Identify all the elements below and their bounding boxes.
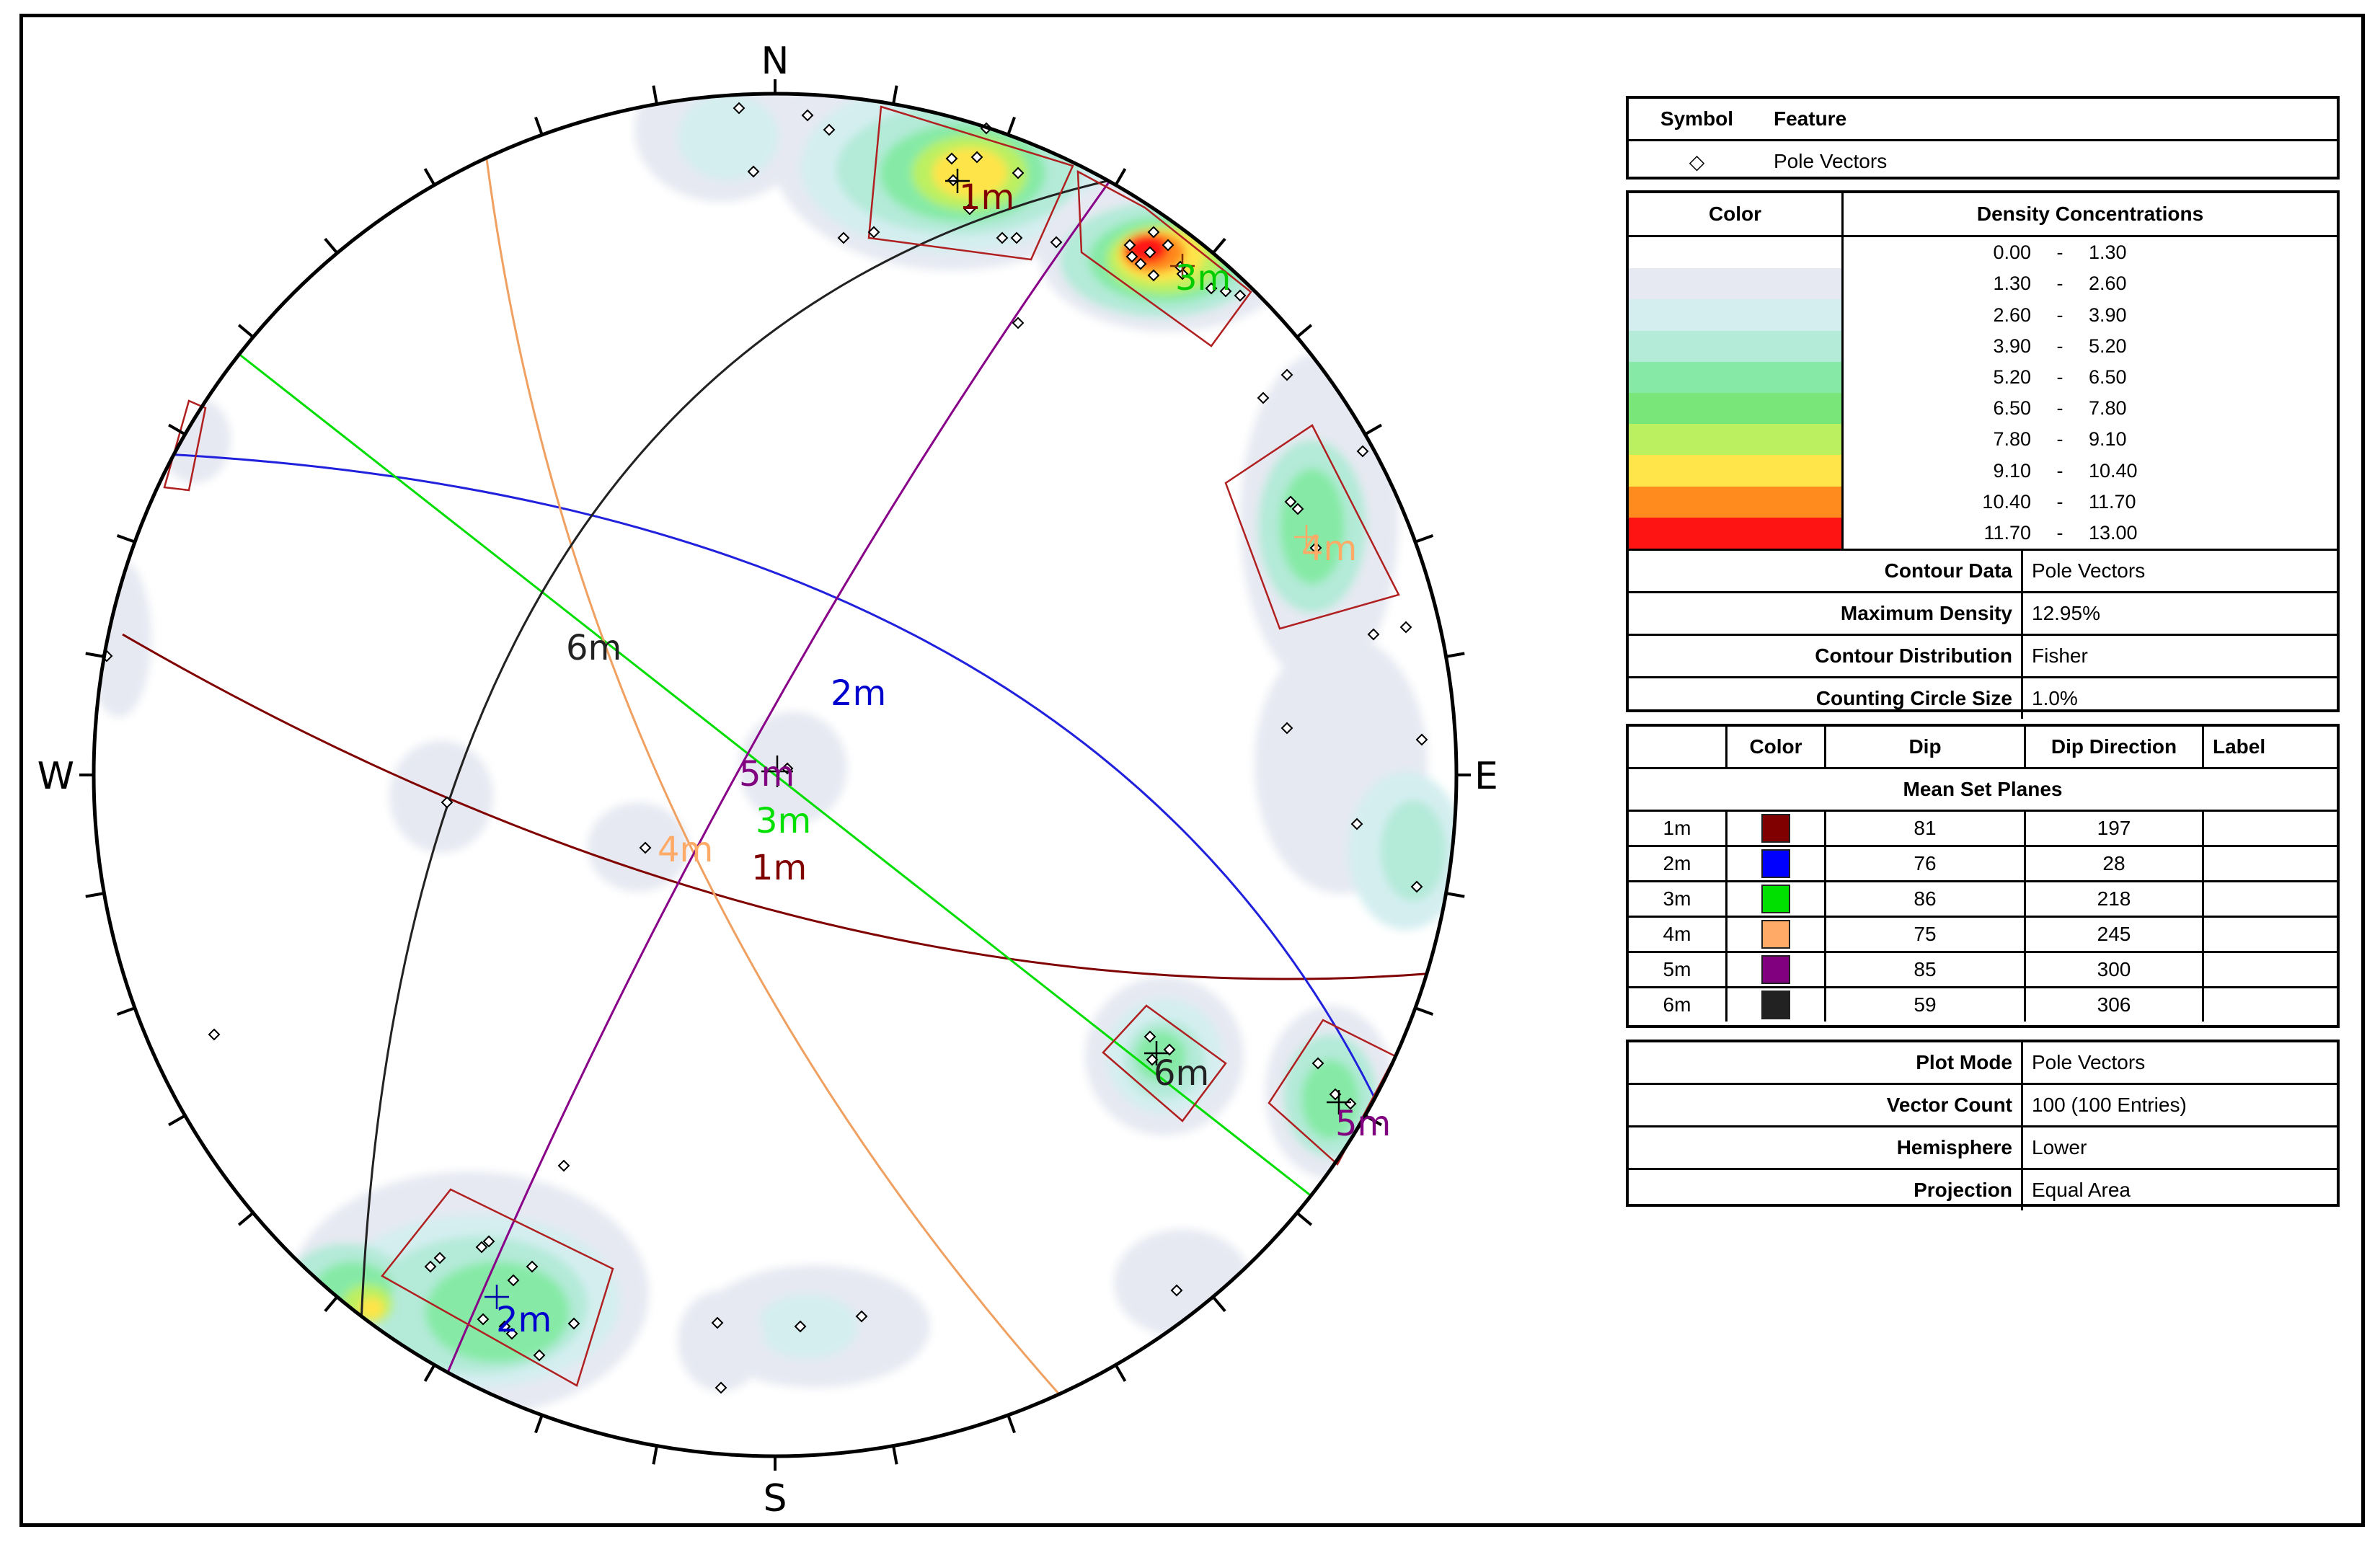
tick xyxy=(425,169,435,185)
density-range-to: 5.20 xyxy=(2089,334,2127,357)
set-label xyxy=(2203,917,2337,952)
tick xyxy=(86,893,105,897)
set-color-swatch xyxy=(1761,920,1790,949)
set-dip-direction: 218 xyxy=(2025,882,2203,917)
set-color-cell xyxy=(1727,988,1826,1022)
tick xyxy=(1213,1297,1225,1311)
contour-info-row xyxy=(1629,635,2337,678)
set-color-cell xyxy=(1727,952,1826,988)
contour-info-value: Fisher xyxy=(2032,644,2088,667)
plot-info-label: Vector Count xyxy=(1629,1084,2022,1127)
density-contours xyxy=(87,32,1464,1417)
set-row xyxy=(1629,952,2337,988)
density-range-dash: - xyxy=(2056,303,2063,326)
tick xyxy=(893,1446,897,1465)
set-row xyxy=(1629,988,2337,1022)
density-range-to: 3.90 xyxy=(2089,303,2127,326)
set-label xyxy=(2203,882,2337,917)
density-range-dash: - xyxy=(2056,397,2063,420)
pole-point-marker xyxy=(1401,622,1411,632)
density-range-dash: - xyxy=(2056,242,2063,264)
density-range-to: 11.70 xyxy=(2089,490,2136,513)
contour-info-row xyxy=(1629,551,2337,593)
mean-pole-crosses xyxy=(485,169,1351,1309)
density-swatch xyxy=(1629,518,1841,549)
density-range-dash: - xyxy=(2056,365,2063,388)
plot-info-value: Lower xyxy=(2032,1136,2087,1158)
compass-west: W xyxy=(37,755,74,798)
plot-info-value: Pole Vectors xyxy=(2032,1051,2146,1073)
set-color-cell xyxy=(1727,846,1826,882)
feature-value: Pole Vectors xyxy=(1774,150,1888,172)
density-swatch xyxy=(1629,424,1841,455)
plot-info-row xyxy=(1629,1042,2337,1084)
density-range-row xyxy=(1844,424,2337,455)
plot-info-label: Plot Mode xyxy=(1629,1042,2022,1084)
set-id: 6m xyxy=(1663,993,1691,1016)
pole-label-5m: 5m xyxy=(1335,1104,1392,1144)
tick xyxy=(1446,653,1465,657)
plot-info-value: 100 (100 Entries) xyxy=(2032,1094,2187,1116)
density-range-dash: - xyxy=(2056,459,2063,482)
tick xyxy=(536,118,542,135)
contour-info-label: Contour Distribution xyxy=(1629,635,2022,678)
density-range-row xyxy=(1844,487,2337,518)
set-id: 1m xyxy=(1663,817,1691,839)
mean-set-planes-title: Mean Set Planes xyxy=(1903,778,2063,800)
density-range-row xyxy=(1844,299,2337,330)
set-label xyxy=(2203,846,2337,882)
density-table xyxy=(1626,190,2340,712)
contour-info-value: Pole Vectors xyxy=(2032,559,2146,582)
density-color-header: Color xyxy=(1629,193,1844,235)
tick xyxy=(1415,1008,1433,1014)
tick xyxy=(1008,118,1014,135)
set-color-cell xyxy=(1727,811,1826,846)
plot-info-table xyxy=(1626,1040,2340,1207)
plot-info-value: Equal Area xyxy=(2032,1179,2131,1201)
density-range-from: 5.20 xyxy=(1993,365,2031,388)
density-range-dash: - xyxy=(2056,334,2063,357)
pole-label-6m: 6m xyxy=(1154,1053,1210,1094)
mean-sets-table xyxy=(1626,724,2340,1028)
density-range-to: 13.00 xyxy=(2089,521,2138,544)
set-dip-direction: 306 xyxy=(2025,988,2203,1022)
set-dip-direction: 300 xyxy=(2025,952,2203,988)
density-range-to: 6.50 xyxy=(2089,365,2127,388)
set-row xyxy=(1629,882,2337,917)
density-swatch xyxy=(1629,237,1841,268)
set-dip-direction: 245 xyxy=(2025,917,2203,952)
tick xyxy=(1415,536,1433,542)
set-row xyxy=(1629,811,2337,846)
density-swatch xyxy=(1629,393,1841,424)
contour-info-row xyxy=(1629,593,2337,635)
compass-south: S xyxy=(763,1477,787,1520)
plot-info-label: Hemisphere xyxy=(1629,1127,2022,1169)
set-color-cell xyxy=(1727,917,1826,952)
tick xyxy=(1008,1415,1014,1432)
density-swatch xyxy=(1629,299,1841,330)
tick xyxy=(1116,169,1125,185)
set-dip: 59 xyxy=(1826,988,2025,1022)
tick xyxy=(1213,239,1225,253)
plot-info-label: Projection xyxy=(1629,1169,2022,1211)
tick xyxy=(1297,1213,1311,1225)
density-range-row xyxy=(1844,237,2337,268)
set-row xyxy=(1629,846,2337,882)
pole-label-2m: 2m xyxy=(496,1300,552,1340)
compass-east: E xyxy=(1474,755,1498,798)
set-label xyxy=(2203,952,2337,988)
tick xyxy=(169,1116,185,1125)
density-range-to: 10.40 xyxy=(2089,459,2138,482)
density-range-from: 6.50 xyxy=(1993,397,2031,420)
set-color-swatch xyxy=(1761,991,1790,1019)
density-color-scale xyxy=(1629,237,1844,549)
set-color-swatch xyxy=(1761,814,1790,843)
contour-info-value: 12.95% xyxy=(2032,602,2100,624)
tick xyxy=(325,1297,337,1311)
set-color-header: Color xyxy=(1727,727,1826,768)
density-range-from: 1.30 xyxy=(1993,272,2031,295)
tick xyxy=(1116,1365,1125,1381)
plot-info-row xyxy=(1629,1084,2337,1127)
symbol-header: Symbol xyxy=(1660,107,1734,130)
tick xyxy=(536,1415,542,1432)
tick xyxy=(118,1008,135,1014)
set-id-header xyxy=(1629,727,1727,768)
density-range-row xyxy=(1844,518,2337,549)
density-range-row xyxy=(1844,331,2337,362)
plane-label-2m: 2m xyxy=(831,673,887,714)
pole-label-4m: 4m xyxy=(1301,528,1358,569)
set-id: 3m xyxy=(1663,887,1691,910)
contour-info-value: 1.0% xyxy=(2032,687,2078,709)
density-range-to: 7.80 xyxy=(2089,397,2127,420)
density-range-from: 3.90 xyxy=(1993,334,2031,357)
set-row xyxy=(1629,917,2337,952)
density-range-to: 9.10 xyxy=(2089,428,2127,451)
contour-info-row xyxy=(1629,678,2337,719)
density-range-row xyxy=(1844,362,2337,393)
contour-info-label: Contour Data xyxy=(1629,551,2022,593)
density-range-row xyxy=(1844,268,2337,299)
tick xyxy=(1446,893,1465,897)
tick xyxy=(653,1446,657,1465)
density-range-from: 2.60 xyxy=(1993,303,2031,326)
pole-label-1m: 1m xyxy=(959,177,1015,218)
plane-label-4m: 4m xyxy=(658,830,714,870)
label-header: Label xyxy=(2203,727,2337,768)
density-range-from: 9.10 xyxy=(1993,459,2031,482)
set-dip: 76 xyxy=(1826,846,2025,882)
density-range-row xyxy=(1844,393,2337,424)
density-swatch xyxy=(1629,331,1841,362)
contour-info-label: Counting Circle Size xyxy=(1629,678,2022,719)
density-range-from: 7.80 xyxy=(1993,428,2031,451)
density-concentration-header: Density Concentrations xyxy=(1976,203,2204,225)
dip-direction-header: Dip Direction xyxy=(2025,727,2203,768)
tick xyxy=(118,536,135,542)
set-id: 4m xyxy=(1663,923,1691,945)
set-color-swatch xyxy=(1761,885,1790,913)
pole-label-3m: 3m xyxy=(1175,258,1231,298)
tick xyxy=(893,86,897,105)
density-range-from: 11.70 xyxy=(1983,521,2031,544)
set-label xyxy=(2203,988,2337,1022)
diamond-outline-icon: ◇ xyxy=(1689,150,1705,173)
dip-header: Dip xyxy=(1826,727,2025,768)
tick xyxy=(239,1213,253,1225)
set-dip: 75 xyxy=(1826,917,2025,952)
density-ranges xyxy=(1844,237,2337,549)
contour-info xyxy=(1629,551,2337,719)
density-swatch xyxy=(1629,455,1841,486)
density-swatch xyxy=(1629,487,1841,518)
density-range-dash: - xyxy=(2056,521,2063,544)
tick xyxy=(325,239,337,253)
density-range-dash: - xyxy=(2056,272,2063,295)
set-dip: 85 xyxy=(1826,952,2025,988)
plot-info-row xyxy=(1629,1127,2337,1169)
tick xyxy=(1297,325,1311,337)
density-range-to: 2.60 xyxy=(2089,272,2127,295)
tick xyxy=(86,653,105,657)
plane-label-5m: 5m xyxy=(739,754,795,794)
density-swatch xyxy=(1629,268,1841,299)
tick xyxy=(425,1365,435,1381)
density-range-to: 1.30 xyxy=(2089,242,2127,264)
density-range-from: 10.40 xyxy=(1982,490,2031,513)
set-dip-direction: 197 xyxy=(2025,811,2203,846)
set-color-swatch xyxy=(1761,849,1790,878)
plane-label-1m: 1m xyxy=(751,848,808,888)
set-color-cell xyxy=(1727,882,1826,917)
tick xyxy=(653,86,657,105)
set-dip: 81 xyxy=(1826,811,2025,846)
plot-info-row xyxy=(1629,1169,2337,1211)
plane-label-3m: 3m xyxy=(756,801,812,841)
pole-point-marker xyxy=(209,1029,219,1040)
density-range-dash: - xyxy=(2056,490,2063,513)
pole-point-marker xyxy=(559,1161,569,1171)
symbol-table xyxy=(1626,96,2340,180)
tick xyxy=(1365,425,1381,435)
density-range-row xyxy=(1844,455,2337,486)
density-range-dash: - xyxy=(2056,428,2063,451)
plane-label-6m: 6m xyxy=(566,628,622,668)
contour-info-label: Maximum Density xyxy=(1629,593,2022,635)
tick xyxy=(239,325,253,337)
set-color-swatch xyxy=(1761,955,1790,984)
compass-north: N xyxy=(761,40,789,83)
set-id: 5m xyxy=(1663,958,1691,980)
density-range-from: 0.00 xyxy=(1993,242,2031,264)
density-swatch xyxy=(1629,362,1841,393)
set-dip-direction: 28 xyxy=(2025,846,2203,882)
set-label xyxy=(2203,811,2337,846)
feature-header: Feature xyxy=(1774,107,1847,130)
set-dip: 86 xyxy=(1826,882,2025,917)
set-id: 2m xyxy=(1663,852,1691,874)
